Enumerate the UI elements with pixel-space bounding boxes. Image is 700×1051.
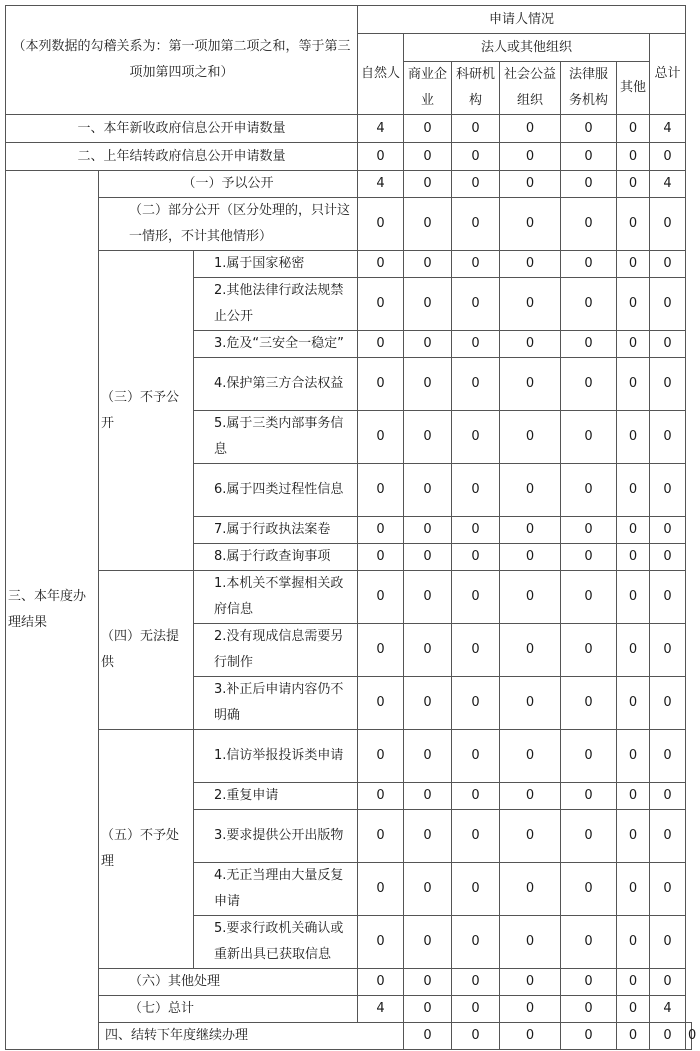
cell-value: 0 bbox=[500, 411, 561, 464]
cell-value: 0 bbox=[650, 544, 686, 571]
cell-value: 0 bbox=[500, 115, 561, 143]
row-label: 7.属于行政执法案卷 bbox=[194, 517, 358, 544]
cell-value: 0 bbox=[650, 278, 686, 331]
cell-value: 0 bbox=[452, 171, 500, 198]
cell-value: 0 bbox=[358, 198, 404, 251]
cell-value: 0 bbox=[404, 996, 452, 1023]
cell-value: 0 bbox=[561, 115, 617, 143]
cell-value: 0 bbox=[500, 1023, 561, 1050]
cell-value: 0 bbox=[500, 251, 561, 278]
cell-value: 0 bbox=[358, 677, 404, 730]
cell-value: 0 bbox=[617, 278, 650, 331]
cell-value: 0 bbox=[452, 544, 500, 571]
cell-value: 0 bbox=[561, 464, 617, 517]
cell-value: 0 bbox=[452, 278, 500, 331]
cell-value: 0 bbox=[358, 411, 404, 464]
cell-value: 0 bbox=[452, 916, 500, 969]
table-row bbox=[6, 115, 692, 143]
cell-value: 0 bbox=[561, 411, 617, 464]
cell-value: 0 bbox=[500, 730, 561, 783]
cell-value: 0 bbox=[561, 677, 617, 730]
cell-value: 0 bbox=[561, 916, 617, 969]
cell-value: 0 bbox=[500, 969, 561, 996]
cell-value: 0 bbox=[617, 863, 650, 916]
cell-value: 0 bbox=[358, 278, 404, 331]
cell-value: 0 bbox=[404, 810, 452, 863]
cell-value: 0 bbox=[617, 464, 650, 517]
cell-value: 0 bbox=[617, 1023, 650, 1050]
cell-value: 0 bbox=[452, 143, 500, 171]
table-row bbox=[6, 969, 692, 996]
cell-value: 0 bbox=[452, 198, 500, 251]
cell-value: 0 bbox=[452, 624, 500, 677]
row-label: 1.本机关不掌握相关政府信息 bbox=[194, 571, 358, 624]
row-label: 一、本年新收政府信息公开申请数量 bbox=[6, 115, 358, 143]
cell-value: 0 bbox=[404, 411, 452, 464]
cell-value: 0 bbox=[561, 996, 617, 1023]
cell-value: 4 bbox=[358, 171, 404, 198]
cell-value: 0 bbox=[650, 331, 686, 358]
cell-value: 0 bbox=[500, 278, 561, 331]
cell-value: 0 bbox=[358, 730, 404, 783]
group-label: （四）无法提供 bbox=[99, 571, 194, 730]
cell-value: 0 bbox=[358, 517, 404, 544]
cell-value: 0 bbox=[358, 916, 404, 969]
cell-value: 0 bbox=[617, 544, 650, 571]
cell-value: 0 bbox=[500, 358, 561, 411]
cell-value: 4 bbox=[358, 115, 404, 143]
row-label: 3.危及“三安全一稳定” bbox=[194, 331, 358, 358]
cell-value: 0 bbox=[358, 251, 404, 278]
cell-value: 0 bbox=[358, 544, 404, 571]
cell-value: 0 bbox=[452, 863, 500, 916]
row-label: 二、上年结转政府信息公开申请数量 bbox=[6, 143, 358, 171]
row-label: （六）其他处理 bbox=[99, 969, 358, 996]
cell-value: 0 bbox=[561, 783, 617, 810]
cell-value: 0 bbox=[617, 969, 650, 996]
header-note: （本列数据的勾稽关系为：第一项加第二项之和，等于第三项加第四项之和） bbox=[6, 6, 358, 115]
col-total: 总计 bbox=[650, 34, 686, 115]
cell-value: 0 bbox=[452, 251, 500, 278]
cell-value: 0 bbox=[617, 143, 650, 171]
cell-value: 0 bbox=[404, 517, 452, 544]
cell-value: 0 bbox=[452, 411, 500, 464]
row-label: （一）予以公开 bbox=[99, 171, 358, 198]
col-public-welfare: 社会公益组织 bbox=[500, 62, 561, 115]
cell-value: 0 bbox=[452, 331, 500, 358]
row-label: 3.补正后申请内容仍不明确 bbox=[194, 677, 358, 730]
row-label: 1.属于国家秘密 bbox=[194, 251, 358, 278]
table-row bbox=[6, 198, 692, 251]
cell-value: 0 bbox=[404, 1023, 452, 1050]
cell-value: 0 bbox=[617, 916, 650, 969]
cell-value: 0 bbox=[500, 677, 561, 730]
row-label: 4.保护第三方合法权益 bbox=[194, 358, 358, 411]
cell-value: 0 bbox=[404, 624, 452, 677]
cell-value: 0 bbox=[617, 783, 650, 810]
row-label: 1.信访举报投诉类申请 bbox=[194, 730, 358, 783]
cell-value: 0 bbox=[561, 171, 617, 198]
cell-value: 0 bbox=[452, 571, 500, 624]
table-row bbox=[6, 143, 692, 171]
cell-value: 0 bbox=[500, 810, 561, 863]
cell-value: 0 bbox=[500, 863, 561, 916]
row-label: 3.要求提供公开出版物 bbox=[194, 810, 358, 863]
cell-value: 0 bbox=[358, 969, 404, 996]
cell-value: 0 bbox=[404, 544, 452, 571]
cell-value: 0 bbox=[561, 278, 617, 331]
cell-value: 0 bbox=[650, 411, 686, 464]
header-subgroup: 法人或其他组织 bbox=[404, 34, 650, 62]
cell-value: 0 bbox=[452, 677, 500, 730]
col-legal-service: 法律服务机构 bbox=[561, 62, 617, 115]
section-label: 三、本年度办理结果 bbox=[6, 171, 99, 1050]
cell-value: 0 bbox=[452, 115, 500, 143]
cell-value: 0 bbox=[404, 331, 452, 358]
cell-value: 0 bbox=[561, 863, 617, 916]
cell-value: 0 bbox=[404, 198, 452, 251]
row-label: 2.没有现成信息需要另行制作 bbox=[194, 624, 358, 677]
cell-value: 0 bbox=[561, 810, 617, 863]
statistics-table bbox=[5, 5, 697, 1050]
cell-value: 0 bbox=[452, 1023, 500, 1050]
row-label: 四、结转下年度继续办理 bbox=[99, 1023, 404, 1050]
cell-value: 0 bbox=[500, 916, 561, 969]
cell-value: 0 bbox=[404, 358, 452, 411]
cell-value: 0 bbox=[358, 331, 404, 358]
group-label: （五）不予处理 bbox=[99, 730, 194, 969]
cell-value: 4 bbox=[650, 115, 686, 143]
cell-value: 0 bbox=[561, 1023, 617, 1050]
cell-value: 0 bbox=[404, 677, 452, 730]
cell-value: 0 bbox=[500, 171, 561, 198]
cell-value: 0 bbox=[650, 251, 686, 278]
cell-value: 4 bbox=[650, 171, 686, 198]
cell-value: 0 bbox=[500, 783, 561, 810]
cell-value: 0 bbox=[452, 996, 500, 1023]
cell-value: 0 bbox=[617, 810, 650, 863]
col-research: 科研机构 bbox=[452, 62, 500, 115]
cell-value: 0 bbox=[358, 783, 404, 810]
cell-value: 0 bbox=[650, 916, 686, 969]
cell-value: 0 bbox=[650, 1023, 686, 1050]
cell-value: 0 bbox=[561, 517, 617, 544]
cell-value: 0 bbox=[561, 730, 617, 783]
cell-value: 0 bbox=[617, 571, 650, 624]
header-group: 申请人情况 bbox=[358, 6, 686, 34]
col-commercial: 商业企业 bbox=[404, 62, 452, 115]
cell-value: 0 bbox=[500, 517, 561, 544]
cell-value: 0 bbox=[404, 278, 452, 331]
cell-value: 0 bbox=[452, 810, 500, 863]
cell-value: 0 bbox=[686, 1023, 692, 1050]
cell-value: 0 bbox=[561, 251, 617, 278]
cell-value: 0 bbox=[404, 916, 452, 969]
cell-value: 0 bbox=[404, 251, 452, 278]
cell-value: 4 bbox=[650, 996, 686, 1023]
cell-value: 0 bbox=[617, 996, 650, 1023]
cell-value: 0 bbox=[500, 143, 561, 171]
cell-value: 0 bbox=[500, 544, 561, 571]
table-row bbox=[6, 996, 692, 1023]
col-other: 其他 bbox=[617, 62, 650, 115]
cell-value: 0 bbox=[452, 783, 500, 810]
cell-value: 0 bbox=[617, 115, 650, 143]
col-natural-person: 自然人 bbox=[358, 34, 404, 115]
cell-value: 0 bbox=[500, 331, 561, 358]
cell-value: 0 bbox=[500, 464, 561, 517]
cell-value: 0 bbox=[404, 115, 452, 143]
cell-value: 0 bbox=[500, 996, 561, 1023]
cell-value: 0 bbox=[500, 624, 561, 677]
cell-value: 0 bbox=[404, 171, 452, 198]
cell-value: 0 bbox=[404, 571, 452, 624]
row-label: 4.无正当理由大量反复申请 bbox=[194, 863, 358, 916]
row-label: 2.其他法律行政法规禁止公开 bbox=[194, 278, 358, 331]
cell-value: 0 bbox=[617, 171, 650, 198]
cell-value: 0 bbox=[561, 198, 617, 251]
cell-value: 0 bbox=[404, 464, 452, 517]
cell-value: 0 bbox=[650, 810, 686, 863]
cell-value: 0 bbox=[650, 143, 686, 171]
row-label: （七）总计 bbox=[99, 996, 358, 1023]
row-label: （二）部分公开（区分处理的，只计这一情形，不计其他情形） bbox=[99, 198, 358, 251]
cell-value: 0 bbox=[358, 571, 404, 624]
cell-value: 0 bbox=[561, 331, 617, 358]
cell-value: 0 bbox=[650, 783, 686, 810]
cell-value: 0 bbox=[500, 198, 561, 251]
table-row bbox=[6, 730, 692, 783]
cell-value: 0 bbox=[358, 863, 404, 916]
cell-value: 0 bbox=[561, 969, 617, 996]
cell-value: 0 bbox=[358, 143, 404, 171]
cell-value: 0 bbox=[452, 969, 500, 996]
cell-value: 0 bbox=[617, 677, 650, 730]
cell-value: 0 bbox=[617, 624, 650, 677]
cell-value: 0 bbox=[500, 571, 561, 624]
cell-value: 0 bbox=[617, 198, 650, 251]
cell-value: 0 bbox=[650, 969, 686, 996]
cell-value: 0 bbox=[650, 198, 686, 251]
cell-value: 0 bbox=[404, 143, 452, 171]
cell-value: 0 bbox=[358, 810, 404, 863]
cell-value: 0 bbox=[358, 464, 404, 517]
cell-value: 0 bbox=[452, 730, 500, 783]
group-label: （三）不予公开 bbox=[99, 251, 194, 571]
cell-value: 0 bbox=[561, 571, 617, 624]
cell-value: 0 bbox=[650, 677, 686, 730]
cell-value: 0 bbox=[617, 251, 650, 278]
cell-value: 0 bbox=[404, 783, 452, 810]
cell-value: 0 bbox=[650, 863, 686, 916]
cell-value: 0 bbox=[650, 624, 686, 677]
cell-value: 0 bbox=[617, 411, 650, 464]
cell-value: 0 bbox=[617, 517, 650, 544]
cell-value: 0 bbox=[452, 464, 500, 517]
cell-value: 0 bbox=[650, 730, 686, 783]
row-label: 2.重复申请 bbox=[194, 783, 358, 810]
cell-value: 0 bbox=[358, 358, 404, 411]
cell-value: 0 bbox=[650, 358, 686, 411]
cell-value: 0 bbox=[617, 331, 650, 358]
cell-value: 0 bbox=[617, 358, 650, 411]
cell-value: 0 bbox=[404, 969, 452, 996]
cell-value: 0 bbox=[404, 730, 452, 783]
row-label: 6.属于四类过程性信息 bbox=[194, 464, 358, 517]
row-label: 8.属于行政查询事项 bbox=[194, 544, 358, 571]
table-row bbox=[6, 571, 692, 624]
cell-value: 0 bbox=[650, 464, 686, 517]
cell-value: 0 bbox=[452, 358, 500, 411]
cell-value: 0 bbox=[358, 624, 404, 677]
cell-value: 0 bbox=[650, 517, 686, 544]
cell-value: 0 bbox=[404, 863, 452, 916]
table-row bbox=[6, 1023, 692, 1050]
cell-value: 0 bbox=[561, 143, 617, 171]
table-row bbox=[6, 251, 692, 278]
table-row bbox=[6, 171, 692, 198]
cell-value: 0 bbox=[561, 544, 617, 571]
cell-value: 0 bbox=[617, 730, 650, 783]
row-label: 5.要求行政机关确认或重新出具已获取信息 bbox=[194, 916, 358, 969]
cell-value: 4 bbox=[358, 996, 404, 1023]
row-label: 5.属于三类内部事务信息 bbox=[194, 411, 358, 464]
cell-value: 0 bbox=[650, 571, 686, 624]
cell-value: 0 bbox=[452, 517, 500, 544]
cell-value: 0 bbox=[561, 624, 617, 677]
cell-value: 0 bbox=[561, 358, 617, 411]
